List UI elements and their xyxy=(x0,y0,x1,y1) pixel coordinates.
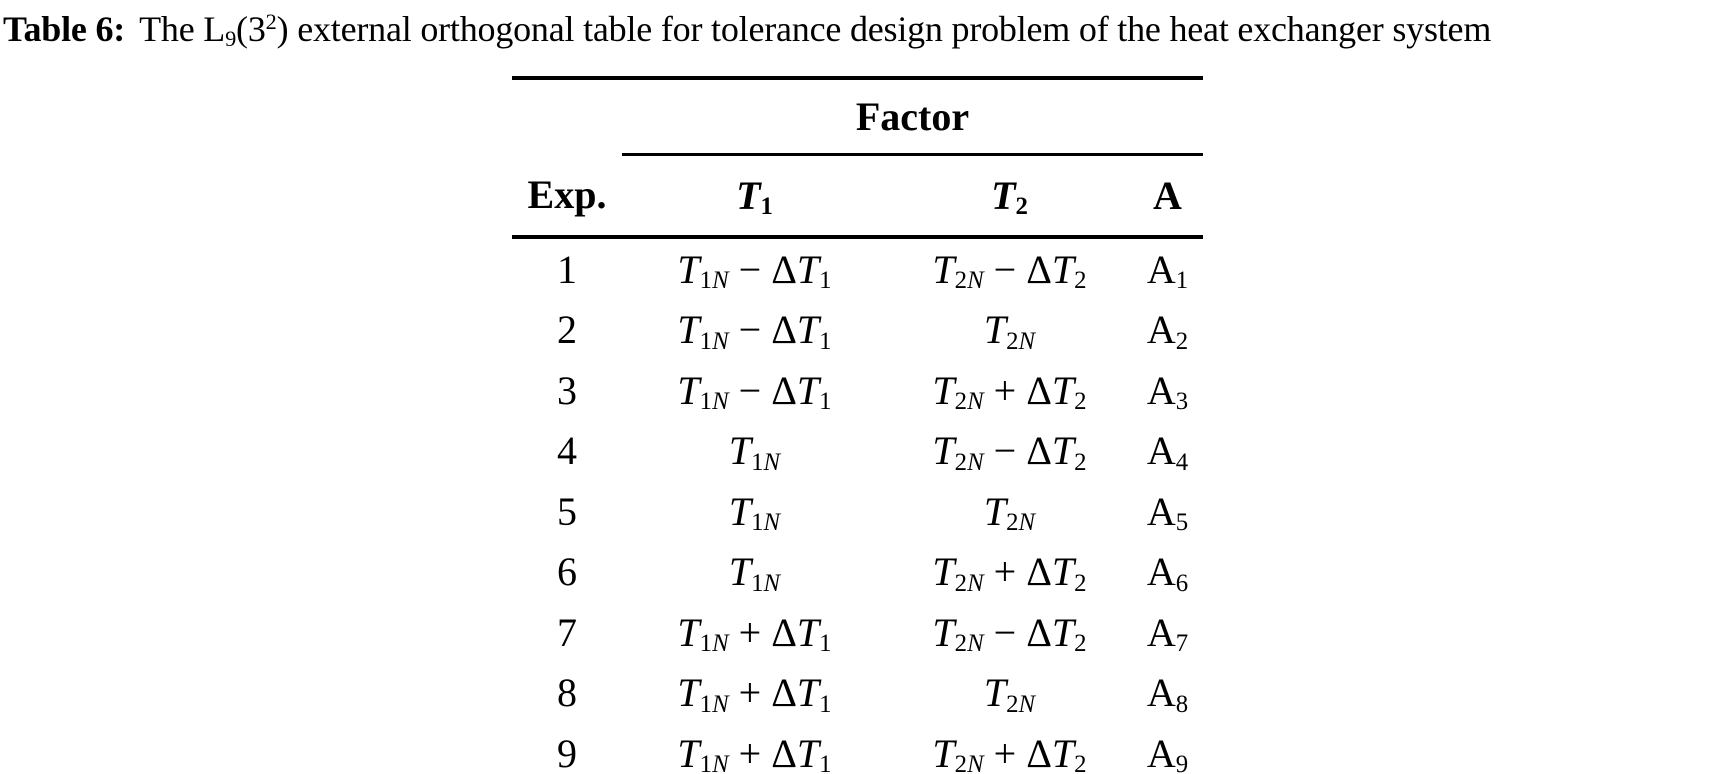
cell-t1: $T_{1N}$ xyxy=(728,488,781,537)
cell-a: $A_1$ xyxy=(1146,246,1189,295)
cell-t2: $T_{2N}$ xyxy=(983,670,1036,718)
cell-t2: $T_{2N} + \Delta T_2$ xyxy=(932,367,1087,416)
spanner-row xyxy=(512,78,1203,155)
cell-exp: 1 xyxy=(557,246,577,292)
cell-a: $A_6$ xyxy=(1146,549,1189,597)
cell-t2: $T_{2N} - \Delta T_2$ xyxy=(932,609,1087,658)
table-row xyxy=(512,481,1203,542)
cell-a: $A_4$ xyxy=(1146,428,1189,476)
cell-exp: 2 xyxy=(557,307,577,353)
caption-text: The $L_9(3^2)$ external orthogonal table for tolerance design problem of the heat exchanger system xyxy=(139,9,1492,51)
cell-exp: 6 xyxy=(557,549,577,595)
cell-exp: 3 xyxy=(557,367,577,413)
cell-t2: $T_{2N}$ xyxy=(983,488,1036,537)
column-header-exp: Exp. xyxy=(512,155,622,238)
table-row xyxy=(512,723,1203,774)
cell-exp: 8 xyxy=(557,670,577,716)
column-header-t1: $T_1$ xyxy=(622,155,887,238)
cell-a: $A_2$ xyxy=(1146,307,1189,355)
spanner-empty-cell xyxy=(512,78,622,155)
table-row xyxy=(512,542,1203,603)
cell-t1: $T_{1N} + \Delta T_1$ xyxy=(677,609,832,658)
cell-t2: $T_{2N} - \Delta T_2$ xyxy=(932,428,1087,476)
cell-t2: $T_{2N} + \Delta T_2$ xyxy=(932,549,1087,597)
column-header-a: A xyxy=(1132,155,1203,238)
cell-a: $A_8$ xyxy=(1146,670,1189,718)
cell-t1: $T_{1N}$ xyxy=(728,428,781,476)
cell-exp: 9 xyxy=(557,730,577,774)
factor-spanner-label: Factor xyxy=(622,78,1203,155)
orthogonal-table xyxy=(512,76,1203,774)
cell-t1: $T_{1N} - \Delta T_1$ xyxy=(677,307,832,355)
cell-t2: $T_{2N} - \Delta T_2$ xyxy=(932,246,1087,295)
cell-t2: $T_{2N}$ xyxy=(983,307,1036,355)
cell-a: $A_3$ xyxy=(1146,367,1189,416)
cell-t1: $T_{1N} - \Delta T_1$ xyxy=(677,246,832,295)
header-row xyxy=(512,155,1203,238)
table-row xyxy=(512,300,1203,361)
cell-t1: $T_{1N} + \Delta T_1$ xyxy=(677,730,832,774)
cell-t1: $T_{1N} - \Delta T_1$ xyxy=(677,367,832,416)
cell-exp: 4 xyxy=(557,428,577,474)
cell-t1: $T_{1N}$ xyxy=(728,549,781,597)
cell-a: $A_9$ xyxy=(1146,730,1189,774)
table-row xyxy=(512,360,1203,421)
table-row xyxy=(512,237,1203,300)
caption-label: Table 6: xyxy=(3,9,126,49)
table-caption xyxy=(3,8,1491,50)
column-header-t2: $T_2$ xyxy=(887,155,1132,238)
cell-exp: 5 xyxy=(557,488,577,534)
cell-t1: $T_{1N} + \Delta T_1$ xyxy=(677,670,832,718)
table-row xyxy=(512,421,1203,482)
cell-t2: $T_{2N} + \Delta T_2$ xyxy=(932,730,1087,774)
table-row xyxy=(512,663,1203,724)
table-body xyxy=(512,237,1203,774)
cell-a: $A_5$ xyxy=(1146,488,1189,537)
cell-exp: 7 xyxy=(557,609,577,655)
cell-a: $A_7$ xyxy=(1146,609,1189,658)
table-row xyxy=(512,602,1203,663)
